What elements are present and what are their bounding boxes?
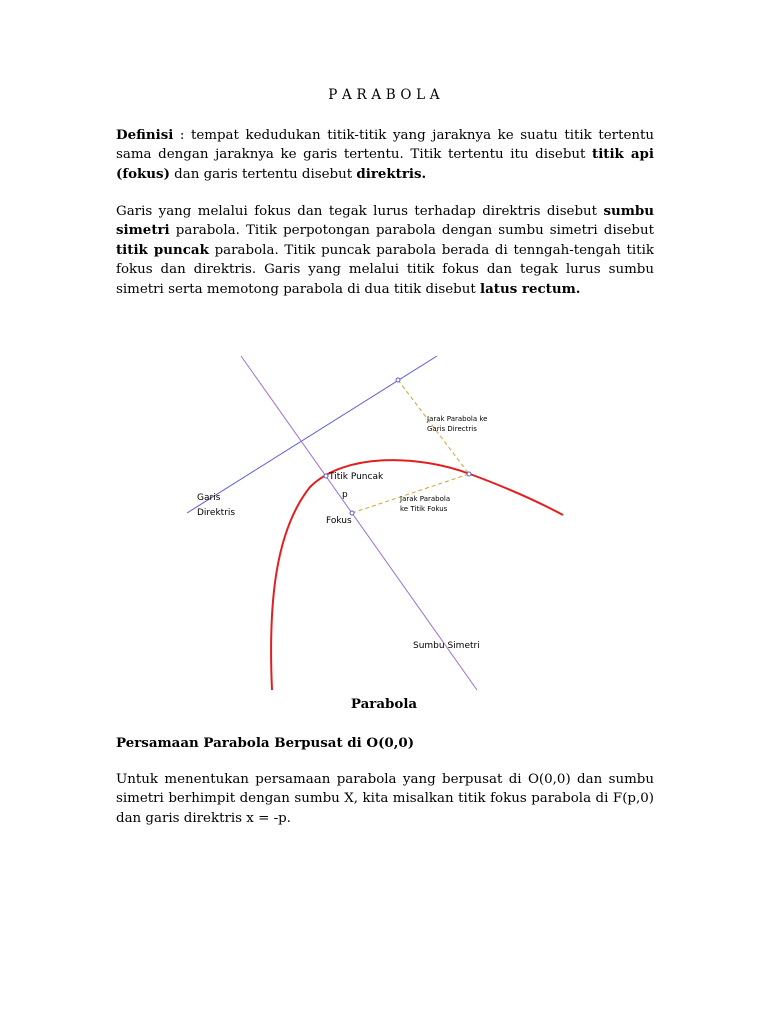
directrix-foot-point [396, 378, 400, 382]
latus-rectum-term: latus rectum. [480, 280, 581, 297]
vertex-point [324, 474, 328, 478]
axis-line [241, 356, 477, 690]
equation-paragraph: Untuk menentukan persamaan parabola yang berpusat di O(0,0) dan sumbu simetri berhimpit dengan sumbu X, kita misalkan titik fokus parabola di F(p,0) dan garis direktris x = -p. [116, 772, 654, 826]
distance-focus-label-line1: Jarak Parabola [400, 495, 451, 503]
definition-term: Definisi [116, 127, 174, 143]
directrix-label-line2: Direktris [197, 508, 236, 518]
text-span: parabola. Titik perpotongan parabola dengan sumbu simetri disebut [169, 223, 654, 239]
directrix-term: direktris. [356, 165, 427, 182]
distance-directrix-label-line1: Jarak Parabola ke [427, 415, 488, 423]
text-span: Garis yang melalui fokus dan tegak lurus terhadap direktris disebut [116, 204, 604, 219]
parabola-point [467, 472, 471, 476]
text-span: dan garis tertentu disebut [169, 166, 357, 182]
axis-label: Sumbu Simetri [413, 641, 480, 651]
vertex-label: Titik Puncak [329, 472, 384, 482]
distance-directrix-label-line2: Garis Directris [427, 425, 477, 433]
figure-caption: Parabola [350, 696, 418, 712]
p-label: p [342, 490, 348, 500]
focus-label: Fokus [326, 516, 352, 526]
text-span: parabola. Titik puncak parabola berada di tenngah-tengah titik fokus dan direktris. Garis yang melalui titik fokus dan tegak lurus sumbu simetri serta memotong parabola di dua titik disebut [116, 242, 654, 297]
directrix-label-line1: Garis [197, 493, 221, 503]
axis-term: sumbu simetri [116, 203, 654, 239]
text-span: : tempat kedudukan titik-titik yang jaraknya ke suatu titik tertentu sama dengan jaraknya ke garis tertentu. Titik tertentu itu disebut [116, 128, 654, 163]
vertex-term: titik puncak [116, 241, 209, 258]
focus-term: titik api (fokus) [116, 146, 654, 182]
distance-focus-label-line2: ke Titik Fokus [400, 505, 448, 513]
section-heading: Persamaan Parabola Berpusat di O(0,0) [116, 735, 415, 751]
focus-point [350, 511, 354, 515]
page-title: P A R A B O L A [328, 87, 440, 103]
